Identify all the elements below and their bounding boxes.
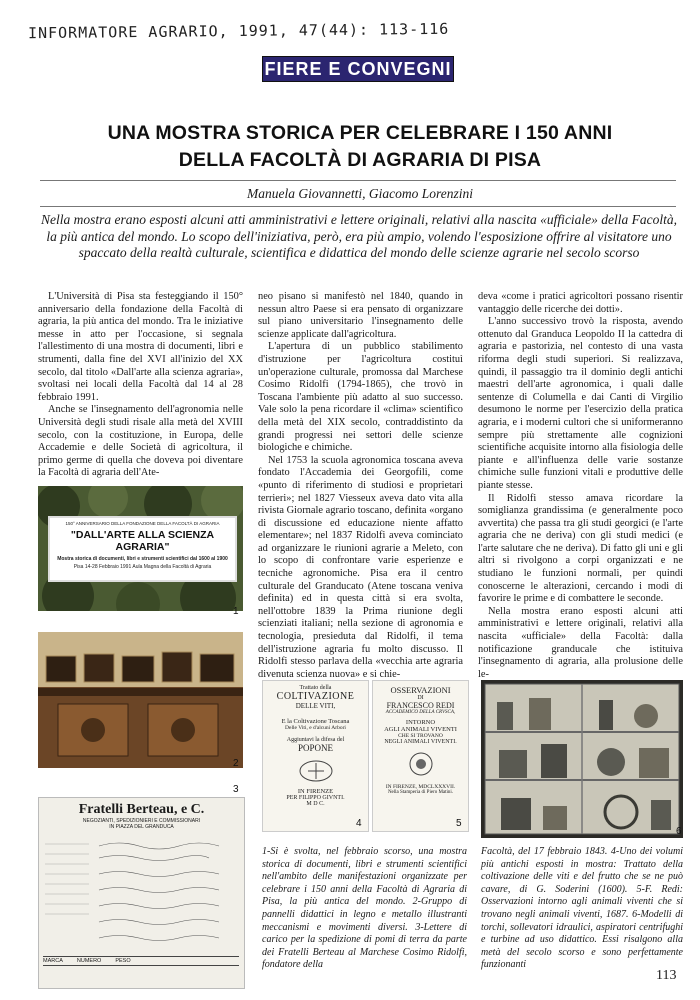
figure-3-berteau-letter (38, 797, 245, 989)
page-number: 113 (656, 968, 677, 983)
sign-subtitle: Mostra storica di documenti, libri e strumenti scientifici dal 1600 al 1900 (57, 556, 228, 562)
sign-top: 150° ANNIVERSARIO DELLA FONDAZIONE DELLA FACOLTÀ DI AGRARIA (65, 521, 220, 526)
paragraph: Nel 1753 la scuola agronomica toscana aveva fondato l'Accademia dei Georgofili, come «punto di riferimento di studiosi e proprietari terrieri»; nel 1827 Viesseux aveva dato vita alla rivista Giornale agrario toscano, definita «organo di discussione ed educazione niente affatto elementare»; nel 1837 Ridolfi aveva cominciato ad organizzare le riunioni agrarie a Meleto, con lo scopo di confrontare varie esperienze e tecniche agronomiche. Pisa era il centro culturale del Granducato (Atene toscana veniva definita) ed in questa città si era svolta, nell'ottobre 1839 la Prima riunione degli scienziati italiani; nella sezione di agronomia e tecnologia, presieduta dal Ridolfi, il tema dell'istruzione agraria fu molto discusso. Il Ridolfi stesso parlava della «vecchia arte agraria divenuta scienza nuova» e si chie- (258, 454, 463, 680)
title-line-2: DELLA FACOLTÀ DI AGRARIA DI PISA (178, 149, 542, 171)
figure-number: 2 (233, 758, 239, 769)
authors-rule (40, 206, 676, 207)
book-line: Nella Stamperia di Piero Matini. (387, 790, 454, 795)
paragraph: L'apertura di un pubblico stabilimento d'istruzione per l'agricoltura costituì un'operazione culturale, promossa dal Marchese Cosimo Ridolfi (1794-1865), che trovò in Toscana l'ambiente più adatto al suo successo. Vale solo la pena ricordare il «clima» scientifico della metà del XIX secolo, contraddistinto da grandi progressi nei settori delle scienze biologiche e chimiche. (258, 341, 463, 454)
title-line-1: UNA MOSTRA STORICA PER CELEBRARE I 150 ANNI (107, 122, 613, 144)
paragraph: L'anno successivo trovò la risposta, avendo ottenuto dal Granduca Leopoldo II la cattedra di agraria e pastorizia, nel contesto di una vasta riforma degli studi superiori. Si realizzava, quindi, il passaggio tra il dominio degli antichi maestri dell'arte agronomica, i quali dalle sentenze di Columella e dai Canti di Virgilio desumono le norme per l'esercizio della pratica agraria, e i moderni cultori che si uniformeranno sempre più strettamente alle cognizioni scientifiche acquisite intorno alla fisiologia delle piante e all'influenza delle varie sostanze chimiche sulle funzioni vitali e produttive delle piante stesse. (478, 316, 683, 491)
handwritten-citation: INFORMATORE AGRARIO, 1991, 47(44): 113-116 (27, 19, 450, 43)
book-line: COLTIVAZIONE (276, 691, 355, 702)
authors: Manuela Giovannetti, Giacomo Lorenzini (247, 186, 473, 201)
caption-figures-3-6: Facoltà, del 17 febbraio 1843. 4-Uno dei volumi più antichi esposti in mostra: Trattato della coltivazione delle viti e del frutto che se ne può cavare, di G. Soderini (1600). 5-F. Redi: Osservazioni intorno agli animali viventi che si trovano negli animali viventi, 1687. 6-Modelli di torchi, sollevatori idraulici, aspiratori centrifughi e turbine ad uso didattico. Essi risalgono alla metà del secolo scorso e sono perfettamente funzionanti (481, 846, 683, 971)
figure-6-instrument-cabinet (481, 680, 683, 838)
figure-5-redi-frontispiece (372, 680, 469, 832)
book-line: OSSERVAZIONI (390, 685, 451, 695)
printer-mark-icon (296, 759, 336, 783)
panels-illustration (38, 632, 243, 768)
figure-number: 6 (676, 826, 682, 837)
printer-device-icon (401, 749, 441, 779)
book-line: Aggiuntavi la difesa del (286, 737, 345, 743)
letter-firm: Fratelli Berteau, e C. (78, 802, 205, 817)
text-column-1 (38, 291, 243, 480)
book-line: CHE SI TROVANO (398, 733, 443, 739)
figure-number: 3 (233, 784, 239, 795)
book-line: ACCADEMICO DELLA CRVSCA, (385, 710, 456, 715)
book-line: E la Coltivazione Toscana (281, 718, 350, 725)
section-banner: FIERE E CONVEGNI (262, 56, 454, 82)
article-title (40, 120, 680, 174)
book-line: FRANCESCO REDI (386, 701, 455, 710)
book-line: IN FIRENZE (297, 788, 334, 795)
book-line: AGLI ANIMALI VIVENTI (384, 726, 457, 733)
title-rule (40, 180, 676, 181)
figure-1-exhibition-banner (38, 486, 243, 611)
paragraph: neo pisano si manifestò nel 1840, quando in nessun altro Paese si era pensato di organizzare sul piano universitario l'insegnamento delle scienze applicate dall'agricoltura. (258, 291, 463, 340)
text-column-2 (258, 291, 463, 681)
book-line: NEGLI ANIMALI VIVENTI. (384, 739, 457, 745)
text-column-3 (478, 291, 683, 681)
book-line: POPONE (297, 743, 333, 753)
book-line: M D C. (306, 801, 325, 807)
figure-number: 1 (233, 606, 239, 617)
letter-subtitle: NEGOZIANTI, SPEDIZIONIERI E COMMISSIONARI (82, 818, 201, 824)
book-line: INTORNO (405, 719, 436, 726)
letter-table-header (43, 956, 239, 966)
figure-number: 5 (456, 818, 462, 829)
book-line: Delle Viti, e d'alcuni Arbori (285, 725, 346, 731)
table-header-cell: NUMERO (76, 958, 102, 964)
sign-title: "DALL'ARTE ALLA SCIENZA AGRARIA" (70, 529, 215, 553)
letter-place: IN PIAZZA DEL GRANDUCA (109, 824, 174, 830)
caption-figures-1-3: 1-Si è svolta, nel febbraio scorso, una mostra storica di documenti, libri e strumenti scientifici nell'ambito delle manifestazioni organizzate per celebrare i 150 anni della Facoltà di Agraria di Pisa, la più antica del mondo. 2-Gruppo di pannelli didattici in legno e metallo illustranti meccanismi e movimenti diversi. 3-Lettere di carico per la spedizione di pomi di terra da parte dei Fratelli Berteau al Marchese Cosimo Ridolfi, fondatore della (262, 846, 467, 971)
book-line: Trattato della (299, 685, 332, 691)
exhibition-sign (48, 516, 237, 582)
paragraph: Anche se l'insegnamento dell'agronomia nelle Università degli studi risale alla metà del XVIII secolo, con la costituzione, in Europa, delle Accademie e delle Società di agricoltura, il primo germe di quella che doveva poi diventare la Facoltà di agraria dell'Ate- (38, 404, 243, 479)
lead-paragraph: Nella mostra erano esposti alcuni atti amministrativi e lettere originali, relativi alla nascita «ufficiale» della Facoltà, la più antica del mondo. Lo scopo dell'iniziativa, però, era più ampio, volendo l'esposizione offrire al visitatore uno spaccato della realtà culturale, scientifica e didattica del mondo delle scienze agrarie nel secolo scorso (40, 212, 678, 260)
book-line: DELLE VITI, (295, 702, 336, 710)
book-line: DI (417, 695, 424, 701)
book-line: IN FIRENZE, MDCLXXXVII. (385, 784, 456, 790)
table-header-cell: MARCA (43, 958, 63, 964)
book-line: PER FILIPPO GIVNTI. (286, 795, 345, 801)
paragraph: L'Università di Pisa sta festeggiando il 150° anniversario della fondazione della Facoltà di agraria, la più antica del mondo. Tra le iniziative messe in atto per l'occasione, si segnala l'allestimento di una mostra di documenti, libri e strumenti, dalla fine del XVI all'inizio del XX secolo, dal titolo «Dall'arte alla scienza agraria», svoltasi nei locali della Facoltà dal 14 al 28 febbraio 1991. (38, 291, 243, 403)
figure-number: 4 (356, 818, 362, 829)
cabinet-illustration (481, 680, 683, 838)
paragraph: Il Ridolfi stesso amava ricordare la somiglianza grandissima (e generalmente poco avvertita) che passa tra gli studi georgici (e l'arte agraria che ne deriva) con gli studi medici (e l'arte salutare che ne deriva). Di fatto gli uni e gli altri si rivolgono a corpi organizzati e ne studiano le funzioni normali, per quindi conoscerne le alterazioni, cercando i modi di favorire le prime e di combattere le seconde. (478, 492, 683, 605)
table-header-cell: PESO (115, 958, 131, 964)
paragraph: Nella mostra erano esposti alcuni atti amministrativi e lettere originali, relativi alla nascita «ufficiale» della Facoltà: dalla notificazione granducale che istituiva l'insegnamento di agraria, alla prolusione delle le- (478, 605, 683, 680)
sign-dates: Pisa 14-28 Febbraio 1991 Aula Magna della Facoltà di Agraria (73, 564, 212, 570)
paragraph: deva «come i pratici agricoltori possano risentir vantaggio delle ricerche dei dotti». (478, 291, 683, 315)
letter-handwriting (39, 834, 244, 954)
figure-2-didactic-panels (38, 632, 243, 768)
figure-4-soderini-frontispiece (262, 680, 369, 832)
